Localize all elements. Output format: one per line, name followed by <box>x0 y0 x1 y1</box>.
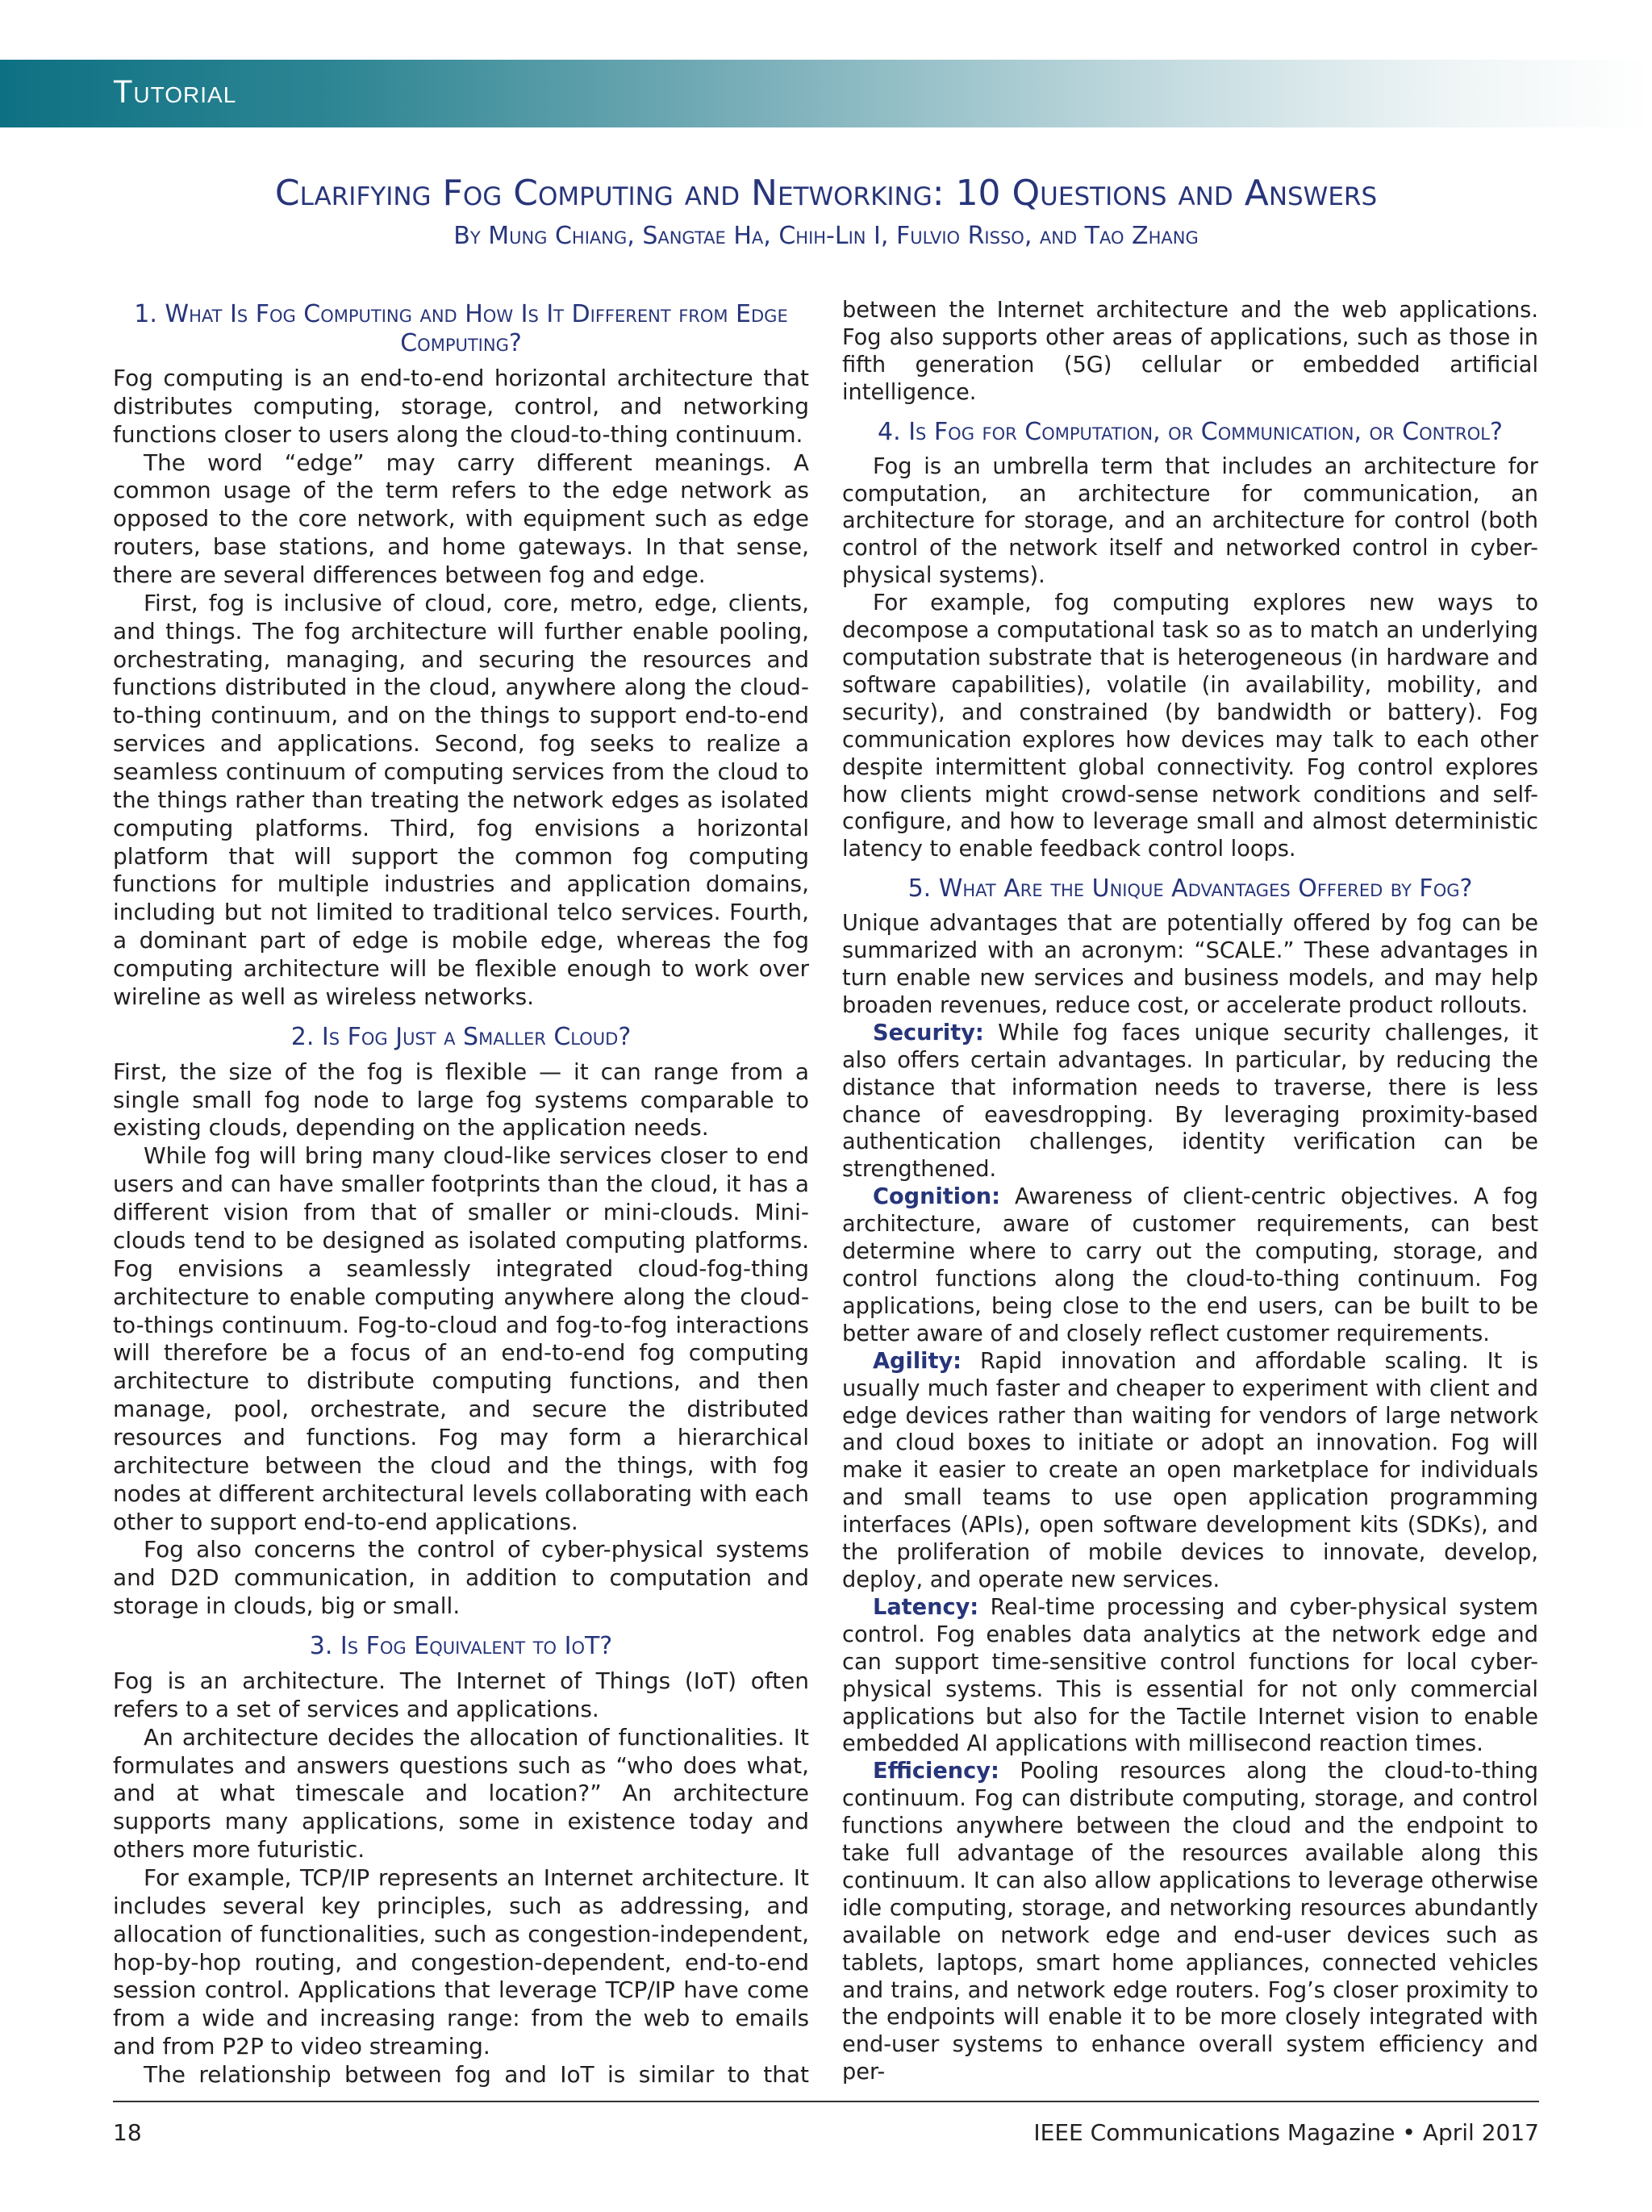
article-title: Clarifying Fog Computing and Networking: 10 Questions and Answers <box>274 173 1378 214</box>
paragraph: The relationship between fog and IoT is similar to that <box>144 2060 809 2088</box>
footer-rule <box>113 2101 1539 2102</box>
paragraph <box>842 1183 1538 1347</box>
section-banner <box>0 60 1652 127</box>
paragraph: For example, TCP/IP represents an Internet architecture. It includes several key principles, such as addressing, and allocation of functionalities, such as congestion-independent, hop-by-hop routing, and congestion-dependent, end-to-end session control. Applications that leverage TCP/IP have come from a wide and increasing range: from the web to emails and from P2P to video streaming. <box>113 1864 809 2060</box>
run-in-head-efficiency: Efficiency: <box>873 1759 999 1784</box>
paragraph: While fog will bring many cloud-like services closer to end users and can have smaller footprints than the cloud, it has a different vision from that of smaller or mini-clouds. Mini-clouds tend to be designed as isolated computing platforms. Fog envisions a seamlessly integrated cloud-fog-thing architecture to enable computing anywhere along the cloud-to-things continuum. Fog-to-cloud and fog-to-fog interactions will therefore be a focus of an end-to-end fog computing architecture to distribute computing functions, and then manage, pool, orchestrate, and secure the distributed resources and functions. Fog may form a hierarchical architecture between the cloud and the things, with fog nodes at different architectural levels collaborating with each other to support end-to-end applications. <box>113 1142 809 1535</box>
paragraph <box>842 1020 1538 1183</box>
paragraph: Unique advantages that are potentially offered by fog can be summarized with an acronym: “SCALE.” These advantages in turn enable new services and business models, and may help broaden revenues, reduce cost, or accelerate product rollouts. <box>842 911 1538 1018</box>
paragraph: First, fog is inclusive of cloud, core, metro, edge, clients, and things. The fog architecture will further enable pooling, orchestrating, managing, and securing the resources and functions distributed in the cloud, anywhere along the cloud-to-thing continuum, and on the things to support end-to-end services and applications. Second, fog seeks to realize a seamless continuum of computing services from the cloud to the things rather than treating the network edges as isolated computing platforms. Third, fog envisions a horizontal platform that will support the common fog computing functions for multiple industries and application domains, including but not limited to traditional telco services. Fourth, a dominant part of edge is mobile edge, whereas the fog computing architecture will be flexible enough to work over wireline as well as wireless networks. <box>113 589 809 1010</box>
paragraph <box>842 1758 1538 2086</box>
paragraph: For example, fog computing explores new ways to decompose a computational task so as to match an underlying computation substrate that is heterogeneous (in hardware and software capabilities), volatile (in availability, mobility, and security), and constrained (by bandwidth or battery). Fog communication explores how devices may talk to each other despite intermittent global connectivity. Fog control explores how clients might crowd-sense network conditions and self-configure, and how to leverage small and almost deterministic latency to enable feedback control loops. <box>842 591 1538 862</box>
paragraph: An architecture decides the allocation of functionalities. It formulates and answers questions such as “who does what, and at what timescale and location?” An architecture supports many applications, some in existence today and others more futuristic. <box>113 1723 809 1864</box>
paragraph-text: Awareness of client-centric objectives. A fog architecture, aware of customer requirements, can best determine where to carry out the computing, storage, and control functions along the cloud-to-thing continuum. Fog applications, being close to the end users, can be built to be better aware of and closely reflect customer requirements. <box>842 1184 1538 1346</box>
paragraph <box>842 1348 1538 1594</box>
paragraph: Fog also concerns the control of cyber-physical systems and D2D communication, in addition to computation and storage in clouds, big or small. <box>113 1536 809 1620</box>
section-heading-5: 5. What Are the Unique Advantages Offered by Fog? <box>907 874 1473 904</box>
paragraph: Fog is an architecture. The Internet of Things (IoT) often refers to a set of services and applications. <box>113 1667 809 1722</box>
section-heading-4: 4. Is Fog for Computation, or Communication, or Control? <box>878 417 1503 446</box>
section-label: Tutorial <box>113 74 237 110</box>
left-column <box>113 300 809 2089</box>
publication-info: IEEE Communications Magazine • April 2017 <box>1033 2119 1539 2146</box>
run-in-head-cognition: Cognition: <box>873 1184 1000 1210</box>
run-in-head-latency: Latency: <box>873 1594 979 1620</box>
section-heading-1: 1. What Is Fog Computing and How Is It Different from Edge Computing? <box>134 300 788 357</box>
paragraph-text: Pooling resources along the cloud-to-thing continuum. Fog can distribute computing, storage, and control functions anywhere between the cloud and the endpoint to take full advantage of the resources available along this continuum. It can also allow applications to leverage otherwise idle computing, storage, and networking resources abundantly available on network edge and end-user devices such as tablets, laptops, smart home appliances, connected vehicles and trains, and network edge routers. Fog’s closer proximity to the endpoints will enable it to be more closely integrated with end-user systems to enhance overall system efficiency and per- <box>842 1759 1538 2085</box>
section-heading-2: 2. Is Fog Just a Smaller Cloud? <box>290 1022 632 1051</box>
paragraph: between the Internet architecture and the web applications. Fog also supports other areas of applications, such as those in fifth generation (5G) cellular or embedded artificial intelligence. <box>842 298 1538 405</box>
paragraph-text: Real-time processing and cyber-physical system control. Fog enables data analytics at the network edge and can support time-sensitive control functions for local cyber-physical systems. This is essential for not only commercial applications but also for the Tactile Internet vision to enable embedded AI applications with millisecond reaction times. <box>842 1594 1538 1757</box>
paragraph-text: Rapid innovation and affordable scaling. It is usually much faster and cheaper to experiment with client and edge devices rather than waiting for vendors of large network and cloud boxes to initiate or adopt an innovation. Fog will make it easier to create an open marketplace for individuals and small teams to use open application programming interfaces (APIs), open software development kits (SDKs), and the proliferation of mobile devices to innovate, develop, deploy, and operate new services. <box>842 1348 1538 1592</box>
page-number: 18 <box>113 2119 142 2146</box>
right-column <box>842 297 1538 2086</box>
paragraph: Fog computing is an end-to-end horizontal architecture that distributes computing, storage, control, and networking functions closer to users along the cloud-to-thing continuum. <box>113 365 809 448</box>
run-in-head-agility: Agility: <box>873 1348 962 1374</box>
paragraph <box>842 1594 1538 1758</box>
byline: By Mung Chiang, Sangtae Ha, Chih-Lin I, Fulvio Risso, and Tao Zhang <box>453 222 1199 250</box>
run-in-head-security: Security: <box>873 1020 984 1045</box>
paragraph: Fog is an umbrella term that includes an architecture for computation, an architecture for communication, an architecture for storage, and an architecture for control (both control of the network itself and networked control in cyber-physical systems). <box>842 453 1538 589</box>
paragraph: The word “edge” may carry different meanings. A common usage of the term refers to the edge network as opposed to the core network, with equipment such as edge routers, base stations, and home gateways. In that sense, there are several differences between fog and edge. <box>113 449 809 589</box>
paragraph-text: While fog faces unique security challenges, it also offers certain advantages. In particular, by reducing the distance that information needs to traverse, there is less chance of eavesdropping. By leveraging proximity-based authentication challenges, identity verification can be strengthened. <box>842 1020 1538 1183</box>
section-heading-3: 3. Is Fog Equivalent to IoT? <box>309 1631 613 1660</box>
paragraph: First, the size of the fog is flexible — it can range from a single small fog node to large fog systems comparable to existing clouds, depending on the application needs. <box>113 1058 809 1141</box>
